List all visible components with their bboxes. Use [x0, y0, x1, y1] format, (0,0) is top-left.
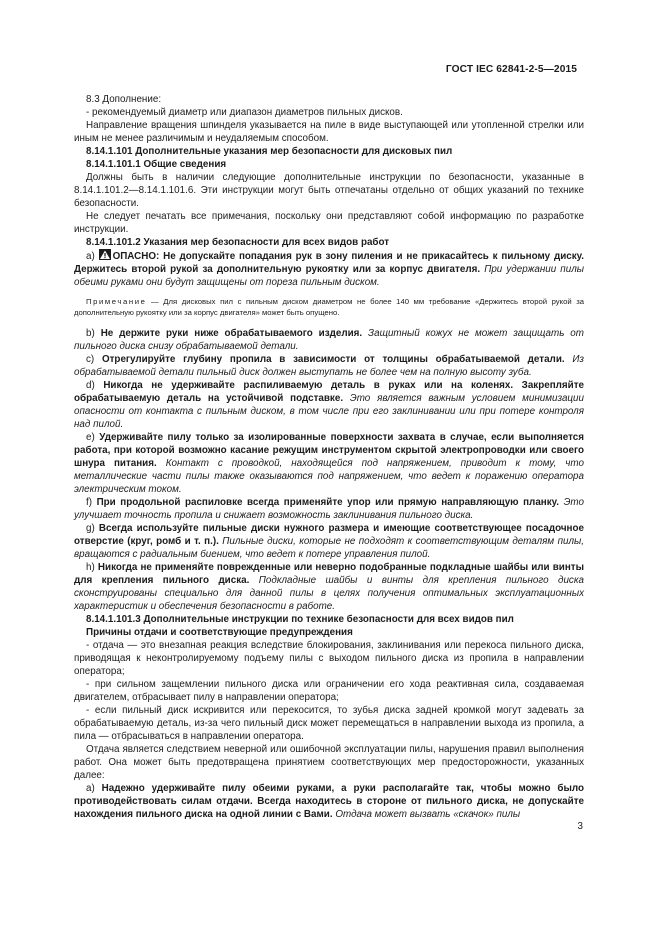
item-d-warning: Никогда не удерживайте распиливаемую деталь в руках или на коленях. Закрепляйте обрабатываемую деталь на устойчивой подставке. — [74, 379, 584, 404]
item-b-prefix: b) — [86, 327, 95, 339]
document-header: ГОСТ IEC 62841-2-5—2015 — [445, 64, 577, 75]
paragraph-spindle-direction: Направление вращения шпинделя указывается на пиле в виде выступающей или утопленной стрелки или иным не менее различимым и неудаляемым способом. — [74, 120, 584, 144]
heading-8-14-1-101-2: 8.14.1.101.2 Указания мер безопасности для всех видов работ — [86, 237, 390, 248]
item-e — [74, 431, 584, 496]
item-e-warning: Удерживайте пилу только за изолированные поверхности захвата в случае, если выполняется работа, при которой возможно касание режущим инструментом скрытой электропроводки или своего шнура питания. — [74, 431, 584, 469]
item-d-prefix: d) — [86, 379, 95, 391]
item-g — [74, 522, 584, 561]
item-c-prefix: c) — [86, 353, 95, 365]
item-a2-explanation: Отдача может вызвать «скачок» пилы — [335, 808, 521, 820]
section-addition: 8.3 Дополнение: — [86, 94, 162, 105]
item-f-explanation: Это улучшает точность пропила и снижает возможность заклинивания пильного диска. — [74, 496, 584, 521]
item-e-explanation: Контакт с проводкой, находящейся под напряжением, приводит к тому, что металлические части пилы также оказываются под напряжением, что ведет к поражению оператора электрическим током. — [74, 457, 584, 495]
item-c-warning: Отрегулируйте глубину пропила в зависимости от толщины обрабатываемой детали. — [101, 353, 565, 365]
kickback-prevention: Отдача является следствием неверной или ошибочной эксплуатации пилы, нарушения правил выполнения работ. Она может быть предотвращена принятием соответствующих мер предосторожности, указанных далее: — [74, 743, 584, 781]
note-text: — Для дисковых пил с пильным диском диаметром не более 140 мм требование «Держитесь второй рукой за дополнительную рукоятку или за корпус двигателя» может быть опущено. — [74, 297, 584, 318]
item-b-explanation: Защитный кожух не может защищать от пильного диска снизу обрабатываемой детали. — [74, 327, 584, 352]
paragraph-instructions: Должны быть в наличии следующие дополнительные инструкции по безопасности, указанные в 8.14.1.101.2—8.14.1.101.6. Эти инструкции могут быть отпечатаны отдельно от общих указаний по технике безопасности. — [74, 172, 584, 209]
item-f-prefix: f) — [86, 496, 93, 508]
warning-icon — [99, 249, 111, 260]
item-e-prefix: e) — [86, 431, 95, 443]
heading-8-14-1-101-3: 8.14.1.101.3 Дополнительные инструкции по технике безопасности для всех видов пил — [86, 613, 514, 625]
item-d — [74, 379, 584, 431]
item-a-warning: ОПАСНО: Не допускайте попадания рук в зону пиления и не прикасайтесь к пильному диску. Держитесь второй рукой за дополнительную рукоятку или за корпус двигателя. — [74, 251, 584, 275]
item-a — [74, 249, 584, 289]
item-g-warning: Всегда используйте пильные диски нужного размера и имеющие соответствующее посадочное отверстие (круг, ромб и т. п.). — [74, 522, 584, 547]
item-f — [74, 496, 584, 522]
item-a-prefix: a) — [86, 251, 95, 262]
item-g-explanation: Пильные диски, которые не подходят к соответствующим деталям пилы, вращаются с радиальным биением, что ведет к потере управления пилой. — [74, 535, 584, 560]
kickback-twisting: - если пильный диск искривится или перекосится, то зубья диска задней кромкой могут задевать за обрабатываемую деталь, из-за чего пильный диск может перемещаться в направлении выхода из пропила, а пила — отбрасываться в направлении оператора. — [74, 704, 584, 742]
item-a-explanation: При удержании пилы обеими руками они будут защищены от пореза пильным диском. — [74, 264, 584, 288]
item-c-explanation: Из обрабатываемой детали пильный диск должен выступать не более чем на полную высоту зуба. — [74, 353, 584, 378]
item-c — [74, 353, 584, 379]
item-b — [74, 327, 584, 353]
item-h-warning: Никогда не применяйте поврежденные или неверно подобранные подкладные шайбы или винты для крепления пильного диска. — [74, 561, 584, 586]
heading-8-14-1-101-1: 8.14.1.101.1 Общие сведения — [86, 159, 227, 170]
document-body — [74, 93, 584, 821]
addition-item: - рекомендуемый диаметр или диапазон диаметров пильных дисков. — [86, 107, 403, 118]
item-f-warning: При продольной распиловке всегда применяйте упор или прямую направляющую планку. — [96, 496, 560, 508]
item-d-explanation: Это является важным условием минимизации опасности от контакта с пильным диском, в том числе при его заклинивании или при потере контроля над пилой. — [74, 392, 584, 430]
kickback-pinching: - при сильном защемлении пильного диска или ограничении его хода реактивная сила, создаваемая двигателем, отбрасывает пилу в направлении оператора; — [74, 678, 584, 703]
kickback-definition: - отдача — это внезапная реакция вследствие блокирования, заклинивания или перекоса пильного диска, приводящая к неконтролируемому подъему пилы с выходом пильного диска из пропила в направлении оператора; — [74, 639, 584, 677]
item-a2-prefix: a) — [86, 782, 95, 794]
note-label: Примечание — [86, 297, 147, 306]
note — [74, 296, 584, 319]
item-h-explanation: Подкладные шайбы и винты для крепления пильного диска сконструированы специально для данной пилы в целях получения оптимальных эксплуатационных характеристик и обеспечения безопасности в работе. — [74, 574, 584, 612]
page-number: 3 — [577, 821, 583, 832]
item-a2-warning: Надежно удерживайте пилу обеими руками, а руки располагайте так, чтобы можно было противодействовать силам отдачи. Всегда находитесь в стороне от пильного диска, не допускайте нахождения пильного диска на одной линии с Вами. — [74, 782, 584, 820]
paragraph-notes: Не следует печатать все примечания, поскольку они представляют собой информацию по разработке инструкции. — [74, 211, 584, 235]
heading-kickback: Причины отдачи и соответствующие предупреждения — [86, 626, 353, 638]
item-b-warning: Не держите руки ниже обрабатываемого изделия. — [100, 327, 363, 339]
item-h-prefix: h) — [86, 561, 95, 573]
item-h — [74, 561, 584, 613]
item-g-prefix: g) — [86, 522, 95, 534]
heading-8-14-1-101: 8.14.1.101 Дополнительные указания мер безопасности для дисковых пил — [86, 146, 453, 157]
item-a2 — [74, 782, 584, 821]
